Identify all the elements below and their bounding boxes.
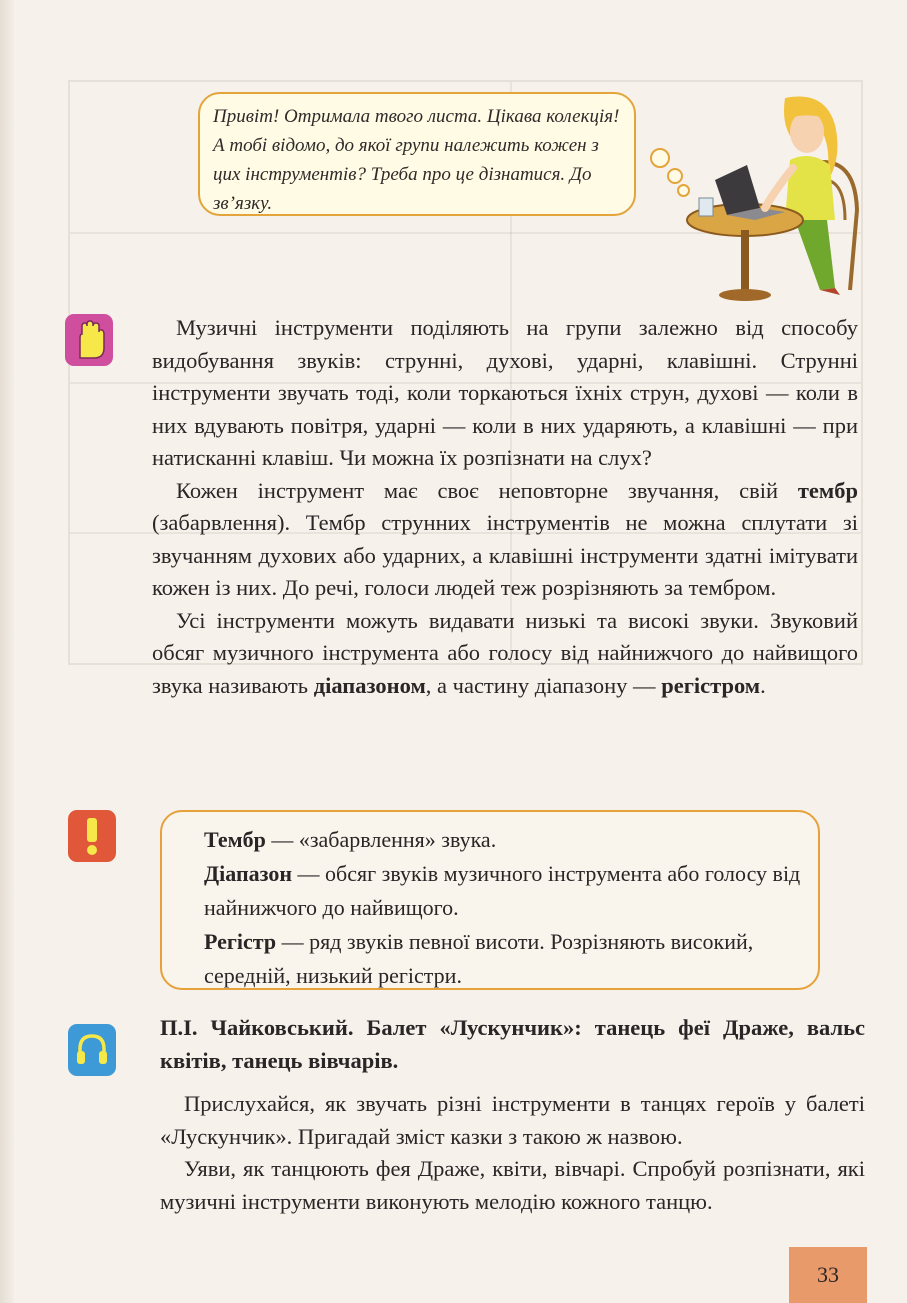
headphones-icon	[68, 1024, 116, 1076]
bubble-dot	[667, 168, 683, 184]
paragraph-range: Усі інструменти можуть видавати низькі та високі звуки. Звуковий обсяг музичного інструмента або голосу від найнижчого до найвищого звука називають діапазоном, а частину діапазону — регістром.	[152, 607, 858, 698]
main-text	[152, 312, 858, 702]
definition-range: Діапазон — обсяг звуків музичного інструмента або голосу від найнижчого до найвищого.	[204, 861, 801, 920]
definition-register: Регістр — ряд звуків певної висоти. Розрізняють високий, середній, низький регістри.	[204, 929, 754, 988]
bubble-dot	[650, 148, 670, 168]
term-register: регістром	[661, 672, 761, 698]
listening-paragraph-1: Прислухайся, як звучать різні інструменти в танцях героїв у балеті «Лускунчик». Пригадай зміст казки з такою ж назвою.	[160, 1091, 865, 1149]
paragraph-groups: Музичні інструменти поділяють на групи залежно від способу видобування звуків: струнні, духові, ударні, клавішні. Струнні інструменти звучать тоді, коли торкаються їхніх струн, духові — коли в них вдувають повітря, ударні — коли в них ударяють, а клавішні — при натисканні клавіш. Чи можна їх розпізнати на слух?	[152, 315, 858, 470]
girl-with-laptop-illustration	[685, 90, 865, 305]
page-binding-edge	[0, 0, 14, 1303]
term-timbre: тембр	[797, 477, 858, 503]
speech-bubble-text: Привіт! Отримала твого листа. Цікава колекція! А тобі відомо, до якої групи належить кожен з цих інструментів? Треба про це дізнатися. До зв’язку.	[213, 106, 620, 214]
speech-bubble	[198, 92, 636, 216]
listening-paragraph-2: Уяви, як танцюють фея Драже, квіти, вівчарі. Спробуй розпізнати, які музичні інструменти виконують мелодію кожного танцю.	[160, 1156, 865, 1214]
term-range: діапазоном	[313, 672, 426, 698]
listening-text	[160, 1088, 865, 1218]
definition-timbre: Тембр — «забарвлення» звука.	[204, 827, 497, 852]
page-number: 33	[789, 1247, 867, 1303]
definitions-box	[160, 810, 820, 990]
raised-hand-icon	[65, 314, 113, 366]
exclamation-icon	[68, 810, 116, 862]
paragraph-timbre: Кожен інструмент має своє неповторне звучання, свій тембр (забарвлення). Тембр струнних інструментів не можна сплутати зі звучанням духових або ударних, а клавішні інструменти здатні імітувати кожен із них. До речі, голоси людей теж розрізняють за тембром.	[152, 477, 858, 600]
listening-title: П.І. Чайковський. Балет «Лускунчик»: танець феї Драже, вальс квітів, танець вівчарів.	[160, 1015, 865, 1073]
